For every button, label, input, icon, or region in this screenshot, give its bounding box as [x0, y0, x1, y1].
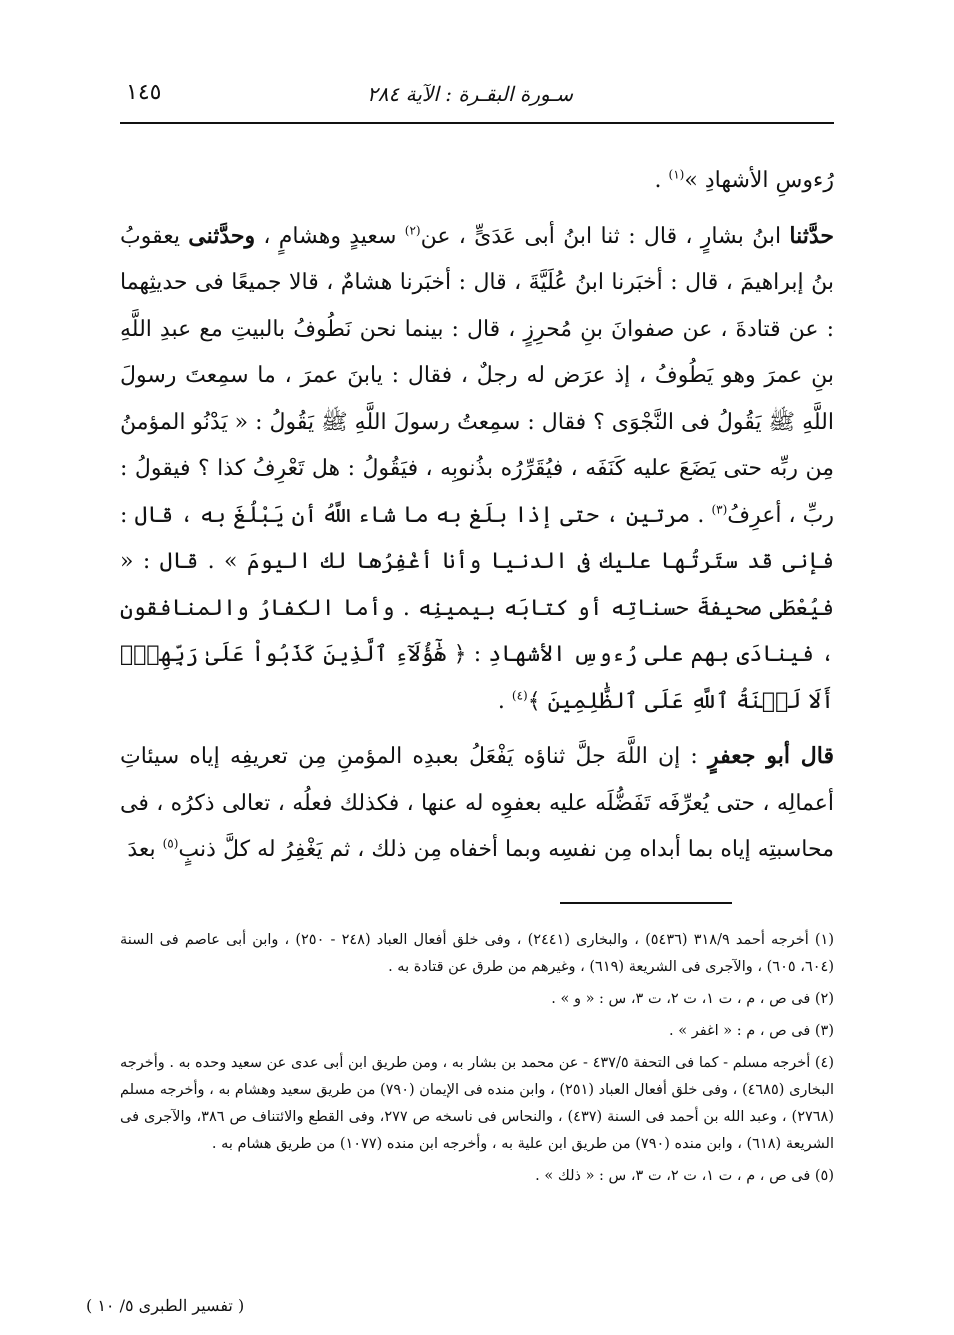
footnote-2: (٢) فى ص ، م ، ت ١، ت ٢، ت ٣، س : « و » .	[551, 991, 834, 1007]
footnote-separator	[560, 902, 732, 904]
footnotes	[120, 927, 834, 1195]
header-rule	[120, 122, 834, 124]
footnote-ref-4: (٤)	[511, 688, 528, 703]
running-header	[120, 78, 832, 114]
running-title: سـورة البقـرة : الآية ٢٨٤	[367, 82, 573, 106]
footnote-4: (٤) أخرجه مسلم - كما فى التحفة ٤٣٧/٥ - عن محمد بن بشار به ، ومن طريق ابن أبى عدى عن سعيد وحده به . وأخرجه البخارى (٤٦٨٥) ، وفى خلق أفعال العباد (٢٥١) ، وابن منده فى الإيمان (٧٩٠) من طريق سعيد وهشام به ، وأخرجه مسلم (٢٧٦٨) ، وعبد الله بن أحمد فى السنة (٤٣٧) ، والنحاس فى ناسخه ص ٢٧٧، وفى القطع والائتناف ص ٣٨٦، والآجرى فى الشريعة (٦١٨) ، وابن منده (٧٩٠) من طريق ابن علية به ، وأخرجه ابن منده (١٠٧٧) من طريق هشام به .	[120, 1055, 835, 1152]
footnote-ref-5: (٥)	[162, 836, 179, 851]
main-text	[120, 158, 834, 882]
author-lead: قال أبو جعفرٍ	[708, 743, 834, 769]
continued-paragraph: رُءوسِ الأشهادِ »$^{(١)}$ .	[654, 167, 834, 193]
commentary-paragraph: قال أبو جعفرٍ : إن اللَّهَ جلَّ ثناؤه يَفْعَلُ بعبدِه المؤمنِ مِن تعريفِه إياه سيئاتِ أعمالِه ، حتى يُعرِّفَه تَفَضُّلَه عليه بعفوِه له عنها ، فكذلك فعلُه ، تعالى ذكرُه ، فى محاسبتِه إياه بما أبداه مِن نفسِه وبما أخفاه مِن ذلك ، ثم يَغْفِرُ له كلَّ ذنبٍ$^{(٥)}$ بعدَ	[120, 743, 834, 862]
page-number: ١٤٥	[126, 80, 162, 105]
isnad-lead: حدَّثنا	[789, 222, 835, 249]
footnote-ref-2: (٢)	[404, 223, 421, 238]
footnote-3: (٣) فى ص ، م : « اغفر » .	[669, 1023, 834, 1039]
footnote-1: (١) أخرجه أحمد ٣١٨/٩ (٥٤٣٦) ، والبخارى (٢٤٤١) ، وفى خلق أفعال العباد (٢٤٨ - ٢٥٠) ، وابن أبى عاصم فى السنة (٦٠٤، ٦٠٥) ، والآجرى فى الشريعة (٦١٩) ، وغيرهم من طرق عن قتادة به .	[120, 932, 835, 975]
volume-footer: ( تفسير الطبرى ٥/ ١٠ )	[86, 1296, 245, 1315]
hadith-paragraph: حدَّثنا ابنُ بشارٍ ، قال : ثنا ابنُ أبى عَدَىٍّ ، عن$^{(٢)}$ سعيدٍ وهشامٍ ، وحدَّثنى يعقوبُ بنُ إبراهيمَ ، قال : أخبَرنا ابنُ عُلَيَّةَ ، قال : أخبَرنا هشامٌ ، قالا جميعًا فى حديثِهما : عن قتادةَ ، عن صفوانَ بنِ مُحرِزٍ ، قال : بينما نحن نَطُوفُ بالبيتِ مع عبدِ اللَّهِ بنِ عمرَ وهو يَطُوفُ ، إذ عرَض له رجلٌ ، فقال : يابنَ عمرَ ، ما سمِعتَ رسولَ اللَّهِ ﷺ يَقُولُ فى النَّجْوَى ؟ فقال : سمِعتُ رسولَ اللَّهِ ﷺ يَقُولُ : « يَدْنُو المؤمنُ مِن ربِّه حتى يَضَعَ عليه كَنَفَه ، فيُقَرِّرُه بذُنوبِه ، فيَقُولُ : هل تَعْرِفُ كذا ؟ فيقولُ : ربِّ ، أعرِفُ$^{(٣)}$ . مرتين ، حتى إذا بلَغ به ما شاء اللَّهُ أن يَبْلُغَ به ، قال : فإنى قد ستَرتُها عليك فى الدنيا وأنا أغْفِرُها لك اليومَ » . قال : « فيُعْطَى صحيفةَ حسناتِه أو كتابَه بيمينِه . وأما الكفارُ والمنافقون ، فينادَى بهم على رُءوسِ الأشهادِ : ﴿ هَٰٓؤُلَآءِ ٱلَّذِينَ كَذَبُواْ عَلَىٰ رَبِّهِمْۚ أَلَا لَعۡنَةُ ٱللَّهِ عَلَى ٱلظَّٰلِمِينَ ﴾$^{(٤)}$ .	[120, 222, 835, 714]
isnad-lead-2: وحدَّثنى	[188, 222, 256, 249]
footnote-ref-1: (١)	[668, 167, 685, 182]
footnote-ref-3: (٣)	[711, 502, 728, 517]
footnote-5: (٥) فى ص ، م ، ت ١، ت ٢، ت ٣، س : « ذلك » .	[535, 1168, 834, 1184]
